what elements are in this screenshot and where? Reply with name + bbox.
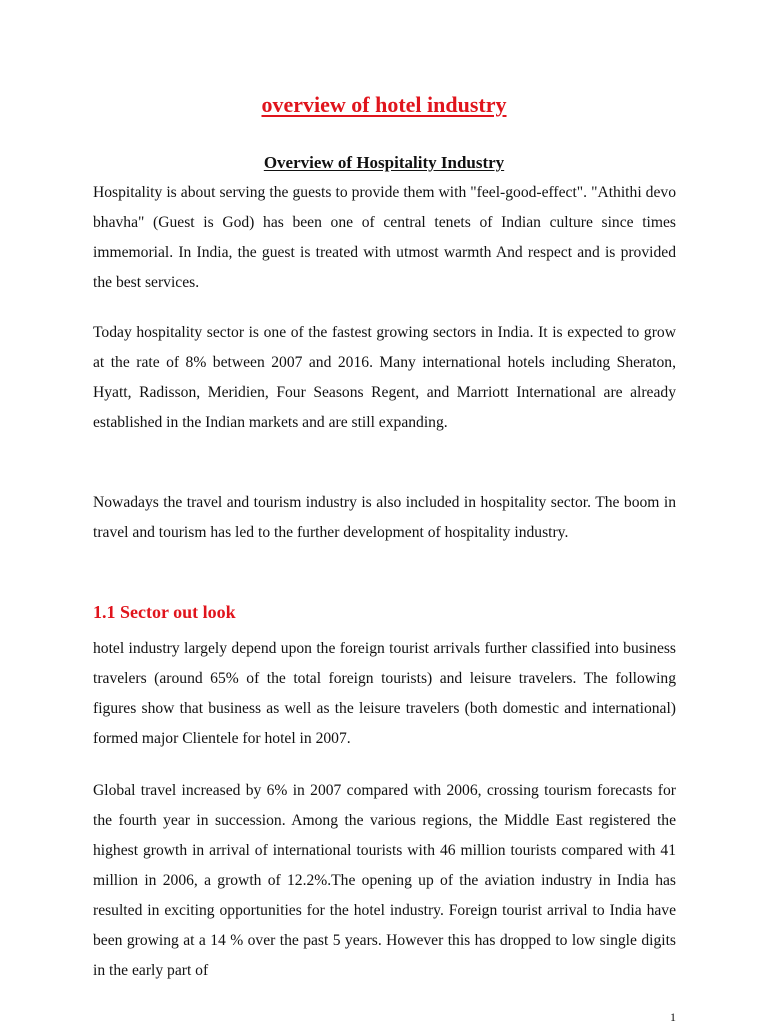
- paragraph-sector-growth: Today hospitality sector is one of the fastest growing sectors in India. It is expected to grow at the rate of 8% between 2007 and 2016. Many international hotels including Sheraton, Hyatt, Radisson, Meridien, Four Seasons Regent, and Marriott International are already established in the Indian markets and are still expanding.: [93, 324, 676, 431]
- page-number: 1: [670, 1010, 676, 1024]
- section-heading-sector-outlook: 1.1 Sector out look: [93, 602, 236, 622]
- paragraph-travel-tourism: Nowadays the travel and tourism industry is also included in hospitality sector. The boom in travel and tourism has led to the further development of hospitality industry.: [93, 494, 676, 541]
- paragraph-foreign-arrivals: hotel industry largely depend upon the foreign tourist arrivals further classified into business travelers (around 65% of the total foreign tourists) and leisure travelers. The following figures show that business as well as the leisure travelers (both domestic and international) formed major Clientele for hotel in 2007.: [93, 640, 676, 747]
- paragraph-hospitality-intro: Hospitality is about serving the guests to provide them with "feel-good-effect". "Athithi devo bhavha" (Guest is God) has been one of central tenets of Indian culture since times immemorial. In India, the guest is treated with utmost warmth And respect and is provided the best services.: [93, 184, 676, 291]
- section-subtitle: Overview of Hospitality Industry: [263, 153, 505, 172]
- paragraph-global-travel: Global travel increased by 6% in 2007 compared with 2006, crossing tourism forecasts for the fourth year in succession. Among the various regions, the Middle East registered the highest growth in arrival of international tourists with 46 million tourists compared with 41 million in 2006, a growth of 12.2%.The opening up of the aviation industry in India has resulted in exciting opportunities for the hotel industry. Foreign tourist arrival to India have been growing at a 14 % over the past 5 years. However this has dropped to low single digits in the early part of: [93, 782, 676, 979]
- document-title: overview of hotel industry: [261, 92, 507, 117]
